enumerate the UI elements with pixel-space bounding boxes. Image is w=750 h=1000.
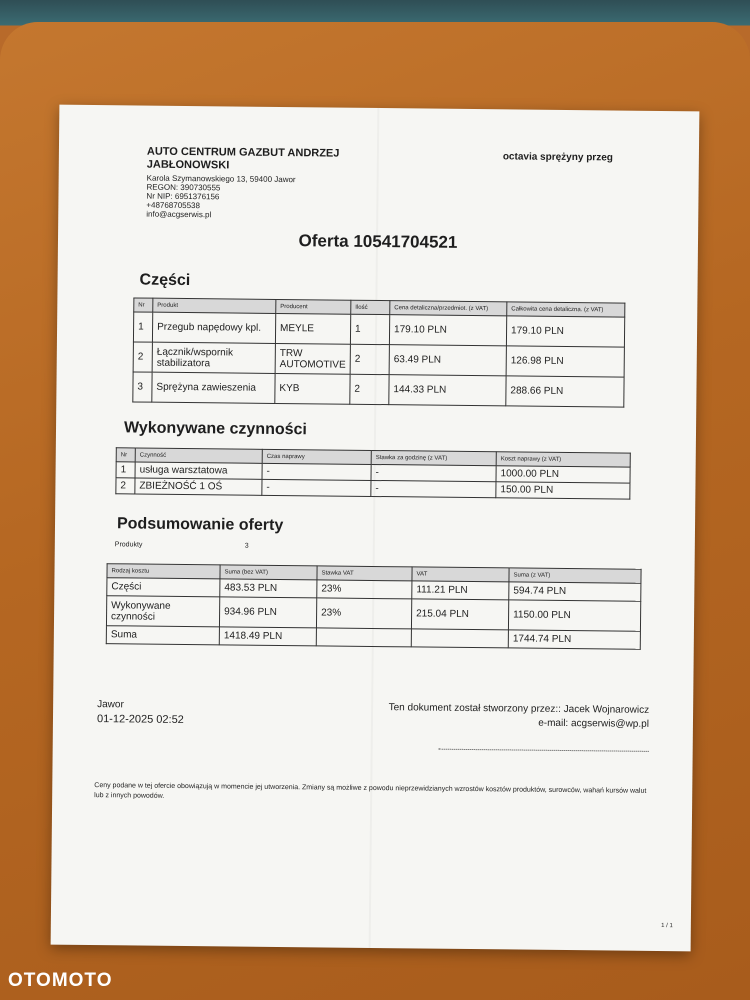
otomoto-watermark: OTOMOTO	[8, 970, 113, 991]
summary-heading: Podsumowanie oferty	[116, 515, 284, 535]
cell: TRW AUTOMOTIVE	[275, 343, 350, 374]
cell: 1418.49 PLN	[219, 627, 316, 646]
cell: 1	[116, 462, 135, 478]
table-row	[133, 372, 624, 407]
summary-col-gross: Suma (z VAT)	[509, 568, 641, 583]
cell: 126.98 PLN	[506, 346, 624, 377]
cell: 3	[133, 372, 152, 402]
company-email: info@acgserwis.pl	[146, 209, 212, 220]
cell: Suma	[106, 626, 219, 645]
cell: ZBIEŻNOŚĆ 1 OŚ	[135, 478, 262, 495]
summary-col-vat-rate: Stawka VAT	[317, 566, 412, 581]
products-count: 3	[244, 542, 249, 550]
cell: 111.21 PLN	[412, 581, 509, 600]
disclaimer: Ceny podane w tej ofercie obowiązują w momencie jej utworzenia. Zmiany są możliwe z powodu nieprzewidzianych wzrostów kosztów produktów, surowców, wahań kursów walut lub z innych powodów.	[94, 782, 647, 800]
cell: 23%	[317, 580, 412, 599]
vehicle-note: octavia sprężyny przeg	[502, 151, 613, 164]
cell: 179.10 PLN	[389, 315, 506, 346]
parts-col-nr: Nr	[134, 298, 153, 312]
company-address: Karola Szymanowskiego 13, 59400 Jawor	[146, 173, 296, 185]
cell: 23%	[316, 598, 411, 629]
signature-line	[439, 749, 649, 752]
footer-datetime: 01-12-2025 02:52	[96, 713, 184, 727]
footer-city: Jawor	[97, 699, 124, 711]
cell: 215.04 PLN	[411, 599, 508, 630]
cell: 1	[350, 314, 389, 344]
labour-heading: Wykonywane czynności	[123, 419, 307, 439]
page-number: 1 / 1	[661, 923, 673, 930]
cell: -	[262, 463, 371, 480]
cell: 483.53 PLN	[220, 579, 317, 598]
parts-heading: Części	[139, 271, 191, 290]
cell: -	[371, 480, 496, 497]
parts-col-qty: Ilość	[351, 300, 390, 314]
cell: 2	[350, 344, 389, 374]
footer-email: e-mail: acgserwis@wp.pl	[538, 717, 650, 730]
cell: 179.10 PLN	[506, 316, 624, 347]
summary-table	[106, 563, 642, 650]
company-regon: REGON: 390730555	[146, 182, 221, 193]
labour-col-cost: Koszt naprawy (z VAT)	[496, 452, 630, 467]
cell: 1150.00 PLN	[508, 600, 640, 631]
labour-col-rate: Stawka za godzinę (z VAT)	[371, 450, 496, 465]
products-label: Produkty	[114, 541, 143, 549]
cell: Części	[107, 578, 220, 597]
cell: 144.33 PLN	[389, 375, 506, 406]
cell: 2	[350, 374, 389, 404]
parts-col-unit-price: Cena detaliczna/przedmiot. (z VAT)	[390, 301, 507, 316]
cell: MEYLE	[275, 313, 350, 344]
parts-col-product: Produkt	[153, 298, 276, 313]
summary-col-net: Suma (bez VAT)	[220, 565, 317, 580]
offer-document	[51, 105, 700, 952]
cell: 2	[133, 342, 152, 372]
cell: -	[371, 464, 496, 481]
cell: Przegub napędowy kpl.	[152, 312, 275, 343]
labour-col-time: Czas naprawy	[262, 449, 371, 464]
cell: 1000.00 PLN	[496, 466, 630, 483]
footer-created-by: Ten dokument został stworzony przez:: Jacek Wojnarowicz	[388, 702, 650, 716]
cell: 63.49 PLN	[389, 345, 506, 376]
company-nip: Nr NIP: 6951376156	[146, 191, 220, 202]
offer-title: Oferta 10541704521	[298, 231, 458, 252]
parts-col-producer: Producent	[276, 299, 351, 314]
cell: usługa warsztatowa	[135, 462, 262, 479]
cell: 594.74 PLN	[509, 582, 641, 601]
cell: 2	[116, 478, 135, 494]
cell: 150.00 PLN	[496, 482, 630, 499]
parts-table	[132, 297, 625, 407]
cell: Wykonywane czynności	[106, 596, 219, 627]
company-phone: +48768705538	[146, 200, 201, 211]
cell	[411, 629, 508, 648]
parts-col-total: Całkowita cena detaliczna. (z VAT)	[507, 302, 625, 317]
labour-col-task: Czynność	[135, 448, 262, 463]
summary-col-vat: VAT	[412, 567, 509, 582]
cell: Łącznik/wspornik stabilizatora	[152, 342, 275, 373]
cell: 288.66 PLN	[506, 376, 624, 407]
cell: -	[262, 479, 371, 496]
labour-col-nr: Nr	[116, 448, 135, 462]
cell: 1744.74 PLN	[508, 630, 640, 649]
labour-table	[115, 447, 630, 499]
cell	[316, 628, 411, 647]
summary-col-type: Rodzaj kosztu	[107, 564, 220, 579]
cell: 934.96 PLN	[219, 597, 316, 628]
cell: 1	[133, 312, 152, 342]
cell: KYB	[275, 373, 350, 404]
cell: Sprężyna zawieszenia	[152, 372, 275, 403]
company-name: AUTO CENTRUM GAZBUT ANDRZEJ JABŁONOWSKI	[146, 145, 340, 172]
